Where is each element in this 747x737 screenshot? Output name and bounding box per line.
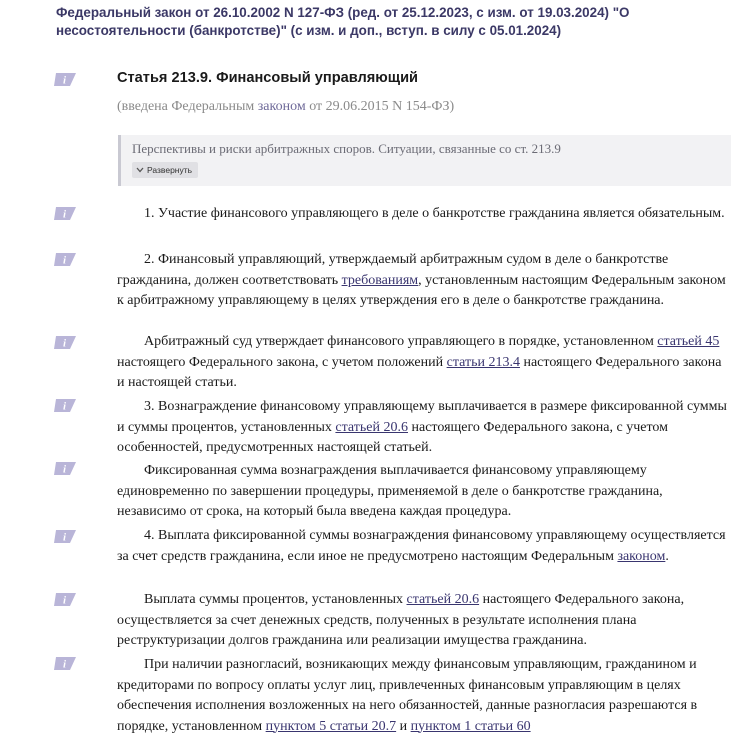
intro-law-link[interactable]: законом [257,99,306,114]
svg-text:i: i [63,658,67,671]
intro-suffix: от 29.06.2015 N 154-ФЗ) [305,99,455,114]
paragraph-text: настоящего Федерального закона, с учетом положений [117,354,447,370]
paragraph-text: 2. Финансовый управляющий, утверждаемый арбитражным судом в деле о банкротстве гражданина, должен соответствовать [117,252,669,288]
paragraph-text: настоящего Федерального закона, осуществляется за счет денежных средств, полученных в результате исполнения плана реструктуризации долгов гражданина или реализации имущества гражданина. [117,592,685,648]
svg-text:i: i [63,254,67,267]
paragraph-text: , установленным настоящим Федеральным законом к арбитражному управляющему в целях утверждения его в деле о банкротстве гражданина. [117,272,726,308]
paragraph [117,397,729,459]
svg-text:i: i [63,208,67,221]
expand-button[interactable] [132,162,198,178]
paragraph-text: и [396,718,411,734]
paragraph-text: 4. Выплата фиксированной суммы вознаграждения финансовому управляющему осуществляется за счет средств гражданина, если иное не предусмотрено настоящим Федеральным [117,528,726,564]
paragraph-text: . [665,548,669,564]
info-icon[interactable] [54,397,78,414]
svg-text:i: i [63,531,67,544]
paragraph [117,655,729,737]
info-icon[interactable] [54,528,78,545]
info-icon[interactable] [54,591,78,608]
chevron-down-icon [136,167,144,173]
info-icon[interactable] [54,655,78,672]
info-icon[interactable] [54,205,78,222]
svg-text:i: i [63,337,67,350]
article-45-link[interactable]: статьей 45 [657,334,720,349]
expand-label: Развернуть [147,165,193,175]
svg-text:i: i [63,594,67,607]
article-title: Статья 213.9. Финансовый управляющий [117,70,419,86]
paragraph [117,250,729,312]
paragraph-text: Выплата суммы процентов, установленных [144,592,407,607]
paragraph-text: При наличии разногласий, возникающих между финансовым управляющим, гражданином и кредиторами по вопросу оплаты услуг лиц, привлеченных финансовым управляющим в целях обеспечения исполнения возложенных на него обязанностей, данные разногласия разрешаются в порядке, установленном [117,657,698,734]
paragraph [117,332,729,394]
svg-text:i: i [63,463,67,476]
practice-text: Перспективы и риски арбитражных споров. Ситуации, связанные со ст. 213.9 [132,141,561,156]
svg-text:i: i [63,74,67,87]
info-icon[interactable] [54,460,78,477]
paragraph-text: 1. Участие финансового управляющего в деле о банкротстве гражданина является обязательным. [144,206,725,221]
clause-1-article-60-link[interactable]: пунктом 1 статьи 60 [410,718,531,734]
practice-box [118,135,731,186]
paragraph-text: Арбитражный суд утверждает финансового управляющего в порядке, установленном [144,334,658,349]
info-icon[interactable] [54,251,78,268]
info-icon[interactable] [54,71,78,88]
info-icon[interactable] [54,334,78,351]
paragraph [117,590,729,652]
article-20-6-link[interactable]: статьей 20.6 [406,592,480,607]
paragraph [117,204,729,225]
clause-5-article-20-7-link[interactable]: пунктом 5 статьи 20.7 [265,718,397,734]
article-intro-note [117,99,454,115]
paragraph-text: 3. Вознаграждение финансовому управляющему выплачивается в размере фиксированной суммы и суммы процентов, установленных [117,399,727,435]
article-20-6-link[interactable]: статьей 20.6 [335,419,408,435]
article-213-4-link[interactable]: статьи 213.4 [446,354,520,370]
paragraph-text: Фиксированная сумма вознаграждения выплачивается финансовому управляющему единовременно по завершении процедуры, применяемой в деле о банкротстве гражданина, независимо от срока, на который была введена каждая процедура. [117,463,663,519]
law-link[interactable]: законом [617,548,666,564]
paragraph-text: настоящего Федерального закона и настоящей статьи. [117,354,722,390]
svg-text:i: i [63,400,67,413]
paragraph-text: настоящего Федерального закона, с учетом особенностей, предусмотренных настоящей статьей. [117,419,668,455]
requirements-link[interactable]: требованиям [341,272,419,288]
document-header: Федеральный закон от 26.10.2002 N 127-ФЗ (ред. от 25.12.2023, с изм. от 19.03.2024) "О несостоятельности (банкротстве)" (с изм. и доп., вступ. в силу с 05.01.2024) [56,5,630,38]
intro-prefix: (введена Федеральным [117,99,255,114]
paragraph [117,526,729,567]
paragraph [117,461,729,523]
